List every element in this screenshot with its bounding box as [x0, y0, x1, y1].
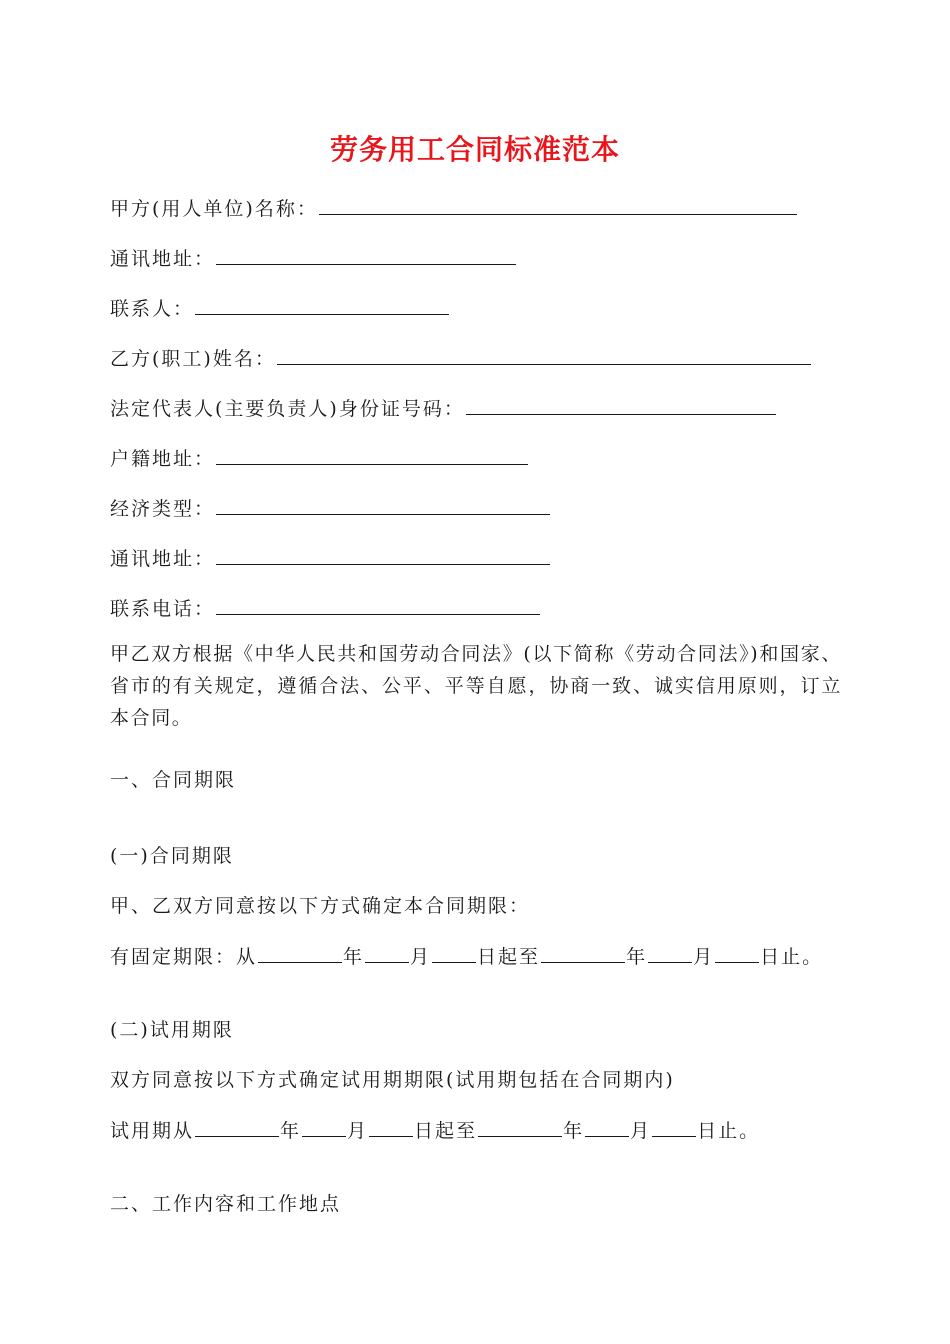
economic-type-label: 经济类型：	[110, 498, 216, 520]
sub-1-heading: (一)合同期限	[110, 845, 234, 867]
fixed-term-year-blank[interactable]	[258, 942, 342, 963]
probation-year2-blank[interactable]	[478, 1116, 562, 1137]
household-address-blank[interactable]	[216, 444, 528, 465]
party-b-name-line	[110, 344, 812, 373]
economic-type-blank[interactable]	[216, 494, 550, 515]
fixed-term-day-from-label: 日起至	[477, 946, 541, 968]
fixed-term-month2-blank[interactable]	[648, 942, 692, 963]
section-2-heading: 二、工作内容和工作地点	[110, 1193, 342, 1215]
address-1-line	[110, 244, 517, 273]
section-1-heading: 一、合同期限	[110, 769, 237, 791]
fixed-term-year-label: 年	[343, 946, 365, 968]
legal-rep-id-label: 法定代表人(主要负责人)身份证号码：	[110, 398, 465, 420]
probation-year-label: 年	[280, 1120, 302, 1142]
probation-year2-label: 年	[563, 1120, 585, 1142]
sub-1-text: 甲、乙双方同意按以下方式确定本合同期限：	[110, 895, 531, 917]
probation-day-blank[interactable]	[369, 1116, 413, 1137]
probation-day-from-label: 日起至	[414, 1120, 478, 1142]
phone-blank[interactable]	[216, 594, 540, 615]
party-b-name-blank[interactable]	[277, 344, 811, 365]
address-2-blank[interactable]	[216, 544, 550, 565]
fixed-term-day2-blank[interactable]	[715, 942, 759, 963]
contact-person-line	[110, 294, 450, 323]
probation-month2-blank[interactable]	[585, 1116, 629, 1137]
fixed-term-year2-blank[interactable]	[541, 942, 625, 963]
legal-rep-id-line	[110, 394, 777, 423]
probation-prefix: 试用期从	[110, 1120, 195, 1142]
household-address-label: 户籍地址：	[110, 448, 216, 470]
contact-person-label: 联系人：	[110, 298, 195, 320]
probation-year-blank[interactable]	[195, 1116, 279, 1137]
probation-month-label: 月	[347, 1120, 369, 1142]
fixed-term-year2-label: 年	[626, 946, 648, 968]
fixed-term-prefix: 有固定期限：从	[110, 946, 258, 968]
party-b-name-label: 乙方(职工)姓名：	[110, 348, 276, 370]
fixed-term-day-blank[interactable]	[432, 942, 476, 963]
household-address-line	[110, 444, 529, 473]
sub-2-heading: (二)试用期限	[110, 1019, 234, 1041]
party-a-name-blank[interactable]	[319, 194, 797, 215]
probation-day2-blank[interactable]	[652, 1116, 696, 1137]
probation-month-blank[interactable]	[302, 1116, 346, 1137]
party-a-name-line	[110, 194, 798, 223]
fixed-term-month-blank[interactable]	[365, 942, 409, 963]
probation-month2-label: 月	[630, 1120, 652, 1142]
fixed-term-day-end-label: 日止。	[760, 946, 824, 968]
document-title: 劳务用工合同标准范本	[329, 133, 620, 166]
phone-label: 联系电话：	[110, 598, 216, 620]
economic-type-line	[110, 494, 551, 523]
address-1-blank[interactable]	[216, 244, 516, 265]
fixed-term-month2-label: 月	[693, 946, 715, 968]
probation-day-end-label: 日止。	[697, 1120, 761, 1142]
address-2-label: 通讯地址：	[110, 548, 216, 570]
sub-2-text: 双方同意按以下方式确定试用期期限(试用期包括在合同期内)	[110, 1069, 675, 1091]
contact-person-blank[interactable]	[195, 294, 449, 315]
phone-line	[110, 594, 541, 623]
fixed-term-line	[110, 942, 823, 971]
fixed-term-month-label: 月	[410, 946, 432, 968]
intro-paragraph: 甲乙双方根据《中华人民共和国劳动合同法》(以下简称《劳动合同法》)和国家、省市的有关规定，遵循合法、公平、平等自愿，协商一致、诚实信用原则，订立本合同。	[110, 643, 842, 729]
party-a-name-label: 甲方(用人单位)名称：	[110, 198, 318, 220]
address-1-label: 通讯地址：	[110, 248, 216, 270]
address-2-line	[110, 544, 551, 573]
probation-line	[110, 1116, 760, 1145]
legal-rep-id-blank[interactable]	[466, 394, 776, 415]
